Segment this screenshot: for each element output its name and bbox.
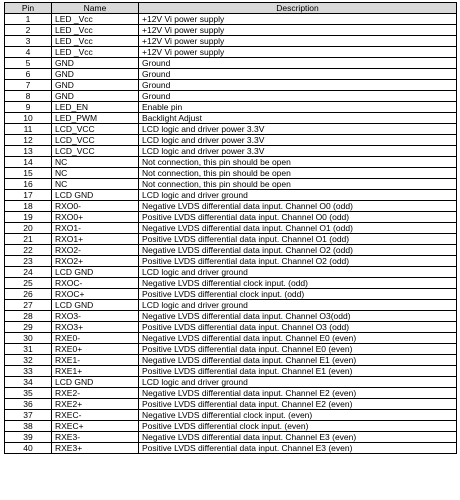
pin-cell: 9 [5,102,52,113]
table-row [5,443,457,454]
table-row [5,36,457,47]
description-cell: Not connection, this pin should be open [139,179,457,190]
pin-cell: 1 [5,14,52,25]
pin-cell: 2 [5,25,52,36]
name-cell: RXO3- [52,311,139,322]
pin-cell: 15 [5,168,52,179]
description-cell: Positive LVDS differential clock input. (odd) [139,289,457,300]
description-cell: Negative LVDS differential data input. Channel O1 (odd) [139,223,457,234]
description-cell: Ground [139,58,457,69]
description-cell: Not connection, this pin should be open [139,157,457,168]
table-row [5,179,457,190]
pin-cell: 30 [5,333,52,344]
description-cell: Ground [139,80,457,91]
pin-cell: 10 [5,113,52,124]
table-row [5,47,457,58]
column-header-pin: Pin [5,3,52,14]
table-row [5,377,457,388]
table-row [5,113,457,124]
description-cell: LCD logic and driver ground [139,190,457,201]
description-cell: LCD logic and driver ground [139,377,457,388]
name-cell: LED_PWM [52,113,139,124]
description-cell: +12V Vi power supply [139,36,457,47]
table-row [5,157,457,168]
pin-cell: 32 [5,355,52,366]
name-cell: LED _Vcc [52,25,139,36]
table-row [5,190,457,201]
table-row [5,333,457,344]
table-row [5,201,457,212]
description-cell: Positive LVDS differential data input. Channel E3 (even) [139,443,457,454]
description-cell: Ground [139,69,457,80]
table-row [5,366,457,377]
description-cell: LCD logic and driver ground [139,300,457,311]
pin-cell: 22 [5,245,52,256]
pin-cell: 28 [5,311,52,322]
pin-cell: 8 [5,91,52,102]
description-cell: Not connection, this pin should be open [139,168,457,179]
table-row [5,80,457,91]
description-cell: +12V Vi power supply [139,25,457,36]
name-cell: RXOC- [52,278,139,289]
name-cell: RXE1- [52,355,139,366]
pin-cell: 13 [5,146,52,157]
description-cell: Negative LVDS differential clock input. (even) [139,410,457,421]
column-header-description: Description [139,3,457,14]
table-row [5,124,457,135]
name-cell: GND [52,91,139,102]
table-row [5,267,457,278]
pin-cell: 25 [5,278,52,289]
name-cell: RXO1- [52,223,139,234]
name-cell: RXO0- [52,201,139,212]
table-row [5,322,457,333]
pin-assignment-table [4,2,457,454]
description-cell: Positive LVDS differential data input. Channel O3 (odd) [139,322,457,333]
description-cell: Negative LVDS differential data input. Channel E3 (even) [139,432,457,443]
description-cell: LCD logic and driver power 3.3V [139,146,457,157]
table-row [5,245,457,256]
name-cell: RXO1+ [52,234,139,245]
description-cell: Positive LVDS differential clock input. (even) [139,421,457,432]
pin-cell: 11 [5,124,52,135]
table-row [5,432,457,443]
pin-cell: 19 [5,212,52,223]
name-cell: RXOC+ [52,289,139,300]
description-cell: Negative LVDS differential data input. Channel O0 (odd) [139,201,457,212]
pin-cell: 36 [5,399,52,410]
description-cell: Positive LVDS differential data input. Channel O1 (odd) [139,234,457,245]
pin-cell: 20 [5,223,52,234]
name-cell: LCD GND [52,300,139,311]
pin-cell: 12 [5,135,52,146]
table-row [5,212,457,223]
pin-cell: 27 [5,300,52,311]
table-row [5,344,457,355]
name-cell: GND [52,69,139,80]
name-cell: GND [52,58,139,69]
pin-cell: 7 [5,80,52,91]
name-cell: NC [52,168,139,179]
table-row [5,223,457,234]
description-cell: Negative LVDS differential data input. Channel O2 (odd) [139,245,457,256]
name-cell: RXEC- [52,410,139,421]
table-row [5,234,457,245]
table-row [5,355,457,366]
table-row [5,256,457,267]
name-cell: LCD GND [52,267,139,278]
table-row [5,135,457,146]
name-cell: LED _Vcc [52,14,139,25]
table-row [5,410,457,421]
table-row [5,69,457,80]
pin-cell: 14 [5,157,52,168]
name-cell: LED _Vcc [52,36,139,47]
pin-cell: 26 [5,289,52,300]
table-row [5,300,457,311]
name-cell: LCD GND [52,190,139,201]
description-cell: Negative LVDS differential data input. Channel E2 (even) [139,388,457,399]
description-cell: +12V Vi power supply [139,47,457,58]
table-row [5,168,457,179]
description-cell: LCD logic and driver power 3.3V [139,135,457,146]
name-cell: RXO0+ [52,212,139,223]
name-cell: RXO2- [52,245,139,256]
name-cell: LCD_VCC [52,124,139,135]
pin-cell: 6 [5,69,52,80]
name-cell: LED_EN [52,102,139,113]
table-row [5,91,457,102]
name-cell: RXE2+ [52,399,139,410]
name-cell: RXE3- [52,432,139,443]
pin-cell: 5 [5,58,52,69]
description-cell: Positive LVDS differential data input. Channel E0 (even) [139,344,457,355]
pin-cell: 34 [5,377,52,388]
name-cell: NC [52,179,139,190]
table-header-row [5,3,457,14]
name-cell: RXEC+ [52,421,139,432]
pin-cell: 38 [5,421,52,432]
column-header-name: Name [52,3,139,14]
description-cell: Backlight Adjust [139,113,457,124]
table-row [5,278,457,289]
description-cell: Positive LVDS differential data input. Channel O2 (odd) [139,256,457,267]
description-cell: Ground [139,91,457,102]
description-cell: Negative LVDS differential clock input. (odd) [139,278,457,289]
description-cell: LCD logic and driver ground [139,267,457,278]
pin-cell: 40 [5,443,52,454]
table-row [5,146,457,157]
table-row [5,14,457,25]
name-cell: LCD_VCC [52,146,139,157]
description-cell: LCD logic and driver power 3.3V [139,124,457,135]
name-cell: RXE1+ [52,366,139,377]
pin-cell: 37 [5,410,52,421]
table-row [5,311,457,322]
description-cell: Negative LVDS differential data input. Channel E1 (even) [139,355,457,366]
description-cell: Positive LVDS differential data input. Channel O0 (odd) [139,212,457,223]
table-row [5,25,457,36]
name-cell: RXE3+ [52,443,139,454]
pin-cell: 3 [5,36,52,47]
description-cell: Negative LVDS differential data input. Channel E0 (even) [139,333,457,344]
table-row [5,289,457,300]
pin-cell: 16 [5,179,52,190]
name-cell: RXE2- [52,388,139,399]
name-cell: GND [52,80,139,91]
pin-cell: 29 [5,322,52,333]
pin-cell: 33 [5,366,52,377]
description-cell: Enable pin [139,102,457,113]
table-row [5,102,457,113]
name-cell: RXE0- [52,333,139,344]
document-page [4,2,457,454]
pin-cell: 35 [5,388,52,399]
name-cell: RXO3+ [52,322,139,333]
pin-cell: 39 [5,432,52,443]
description-cell: +12V Vi power supply [139,14,457,25]
description-cell: Positive LVDS differential data input. Channel E2 (even) [139,399,457,410]
description-cell: Negative LVDS differential data input. Channel O3(odd) [139,311,457,322]
table-row [5,421,457,432]
pin-cell: 31 [5,344,52,355]
description-cell: Positive LVDS differential data input. Channel E1 (even) [139,366,457,377]
name-cell: LED _Vcc [52,47,139,58]
name-cell: LCD GND [52,377,139,388]
pin-cell: 18 [5,201,52,212]
table-row [5,58,457,69]
pin-cell: 21 [5,234,52,245]
table-row [5,399,457,410]
pin-cell: 24 [5,267,52,278]
table-row [5,388,457,399]
table-body [5,14,457,454]
pin-cell: 23 [5,256,52,267]
name-cell: RXE0+ [52,344,139,355]
name-cell: RXO2+ [52,256,139,267]
name-cell: NC [52,157,139,168]
pin-cell: 4 [5,47,52,58]
pin-cell: 17 [5,190,52,201]
name-cell: LCD_VCC [52,135,139,146]
